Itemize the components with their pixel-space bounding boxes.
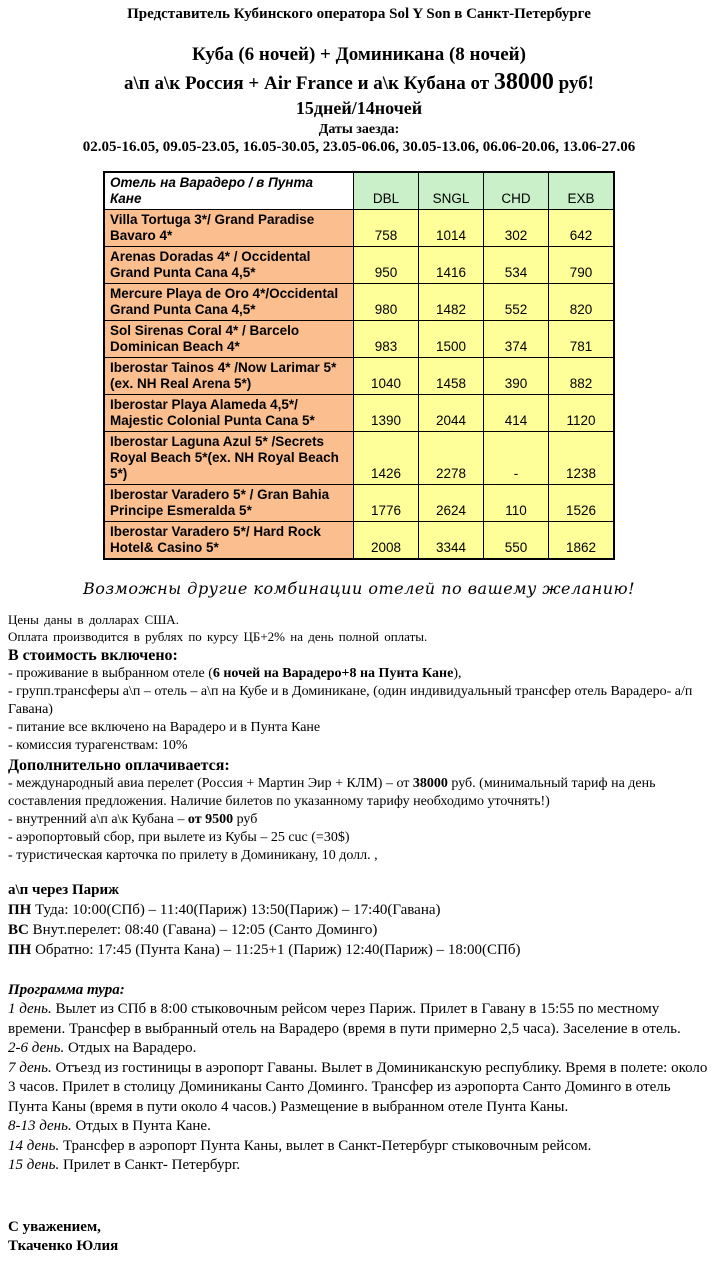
table-row xyxy=(104,432,614,485)
flight-day-label: ПН xyxy=(8,942,32,958)
program-item-text: Отдых на Варадеро. xyxy=(64,1040,197,1056)
extra-payment-section xyxy=(8,756,710,865)
table-row xyxy=(104,210,614,247)
price-cell-exb: 642 xyxy=(549,210,615,247)
representative-line: Представитель Кубинского оператора Sol Y Son в Санкт-Петербурге xyxy=(127,6,591,22)
table-row xyxy=(104,284,614,321)
price-cell-sngl: 1458 xyxy=(419,358,484,395)
day-label: 1 день. xyxy=(8,1001,52,1017)
day-label: 7 день. xyxy=(8,1059,52,1076)
extra-item2-bold: от 9500 xyxy=(187,812,234,827)
program-item xyxy=(8,1039,710,1059)
column-header-exb: EXB xyxy=(549,172,615,210)
program-item-text: Прилет в Санкт- Петербург. xyxy=(59,1157,241,1173)
price-cell-chd: 550 xyxy=(484,522,549,560)
price-cell-dbl: 980 xyxy=(354,284,419,321)
price-cell-dbl: 1390 xyxy=(354,395,419,432)
hotels-price-table xyxy=(103,171,615,560)
table-row xyxy=(104,522,614,560)
table-header-row xyxy=(104,172,614,210)
price-cell-sngl: 1500 xyxy=(419,321,484,358)
price-cell-sngl: 3344 xyxy=(419,522,484,560)
extra-item1-bold: 38000 xyxy=(412,776,448,791)
program-item-text: Отдых в Пунта Кане. xyxy=(71,1118,211,1134)
price-cell-dbl: 1040 xyxy=(354,358,419,395)
table-row xyxy=(104,247,614,284)
extra-item-airport-fee: - аэропортовый сбор, при вылете из Кубы – 25 cuc (=30$) xyxy=(8,830,350,845)
included-item-transfers: - групп.трансферы а\п – отель – а\п на Кубе и в Доминикане, (один индивидуальный трансфер отель Варадеро- а/п Гавана) xyxy=(8,684,693,717)
extra-item2-pre: - внутренний а\п а\к Кубана – xyxy=(8,812,188,827)
price-cell-exb: 790 xyxy=(549,247,615,284)
price-cell-sngl: 2278 xyxy=(419,432,484,485)
pricing-line-currency: Цены даны в долларах США. xyxy=(8,612,179,627)
price-cell-exb: 1526 xyxy=(549,485,615,522)
price-cell-exb: 1120 xyxy=(549,395,615,432)
signature-block xyxy=(8,1218,710,1256)
extra-item1-pre: - международный авиа перелет (Россия + Мартин Эир + КЛМ) – от xyxy=(8,776,413,791)
pricing-info xyxy=(8,611,710,645)
price-cell-chd: 552 xyxy=(484,284,549,321)
flight-day-label: ПН xyxy=(8,902,32,918)
program-title: Программа тура: xyxy=(8,982,125,998)
price-cell-chd: 390 xyxy=(484,358,549,395)
tour-subtitle xyxy=(8,69,710,97)
extra-item1-post: руб. (минимальный тариф на день составления предложения. Наличие билетов по указанному тарифу необходимо уточнять!) xyxy=(8,776,656,809)
price-cell-chd: 414 xyxy=(484,395,549,432)
price-cell-dbl: 1426 xyxy=(354,432,419,485)
price-cell-exb: 781 xyxy=(549,321,615,358)
column-header-dbl: DBL xyxy=(354,172,419,210)
program-item xyxy=(8,1156,710,1176)
included-item-accommodation xyxy=(8,665,710,683)
table-row xyxy=(104,485,614,522)
day-label: 2-6 день. xyxy=(8,1040,65,1056)
flights-section xyxy=(8,880,710,960)
hotel-name-cell: Iberostar Tainos 4* /Now Larimar 5*(ex. NH Real Arena 5*) xyxy=(104,358,354,395)
included-section xyxy=(8,646,710,755)
table-row xyxy=(104,358,614,395)
price-cell-exb: 882 xyxy=(549,358,615,395)
price-cell-exb: 1862 xyxy=(549,522,615,560)
price-cell-chd: 534 xyxy=(484,247,549,284)
tour-title: Куба (6 ночей) + Доминикана (8 ночей) xyxy=(192,44,526,65)
program-item xyxy=(8,1117,710,1137)
price-cell-dbl: 950 xyxy=(354,247,419,284)
combinations-note: Возможны другие комбинации отелей по вашему желанию! xyxy=(82,579,636,598)
day-label: 8-13 день. xyxy=(8,1118,72,1134)
price-cell-chd: 374 xyxy=(484,321,549,358)
extra-item2-post: руб xyxy=(233,812,258,827)
duration: 15дней/14ночей xyxy=(295,98,423,118)
price-cell-exb: 820 xyxy=(549,284,615,321)
table-row xyxy=(104,395,614,432)
included-item-meals: - питание все включено на Варадеро и в Пунта Кане xyxy=(8,720,321,735)
flight-line-internal xyxy=(8,920,710,940)
flight-day-label: ВС xyxy=(8,922,29,938)
subtitle-post: руб! xyxy=(553,73,594,94)
program-item xyxy=(8,1000,710,1039)
price-cell-dbl: 758 xyxy=(354,210,419,247)
price-cell-sngl: 1416 xyxy=(419,247,484,284)
extra-item-internal-flight xyxy=(8,811,710,829)
price-cell-chd: 110 xyxy=(484,485,549,522)
pricing-line-payment: Оплата производится в рублях по курсу ЦБ+2% на день полной оплаты. xyxy=(8,629,428,644)
program-item-text: Отъезд из гостиницы в аэропорт Гаваны. Вылет в Доминиканскую республику. Время в полете: около 3 часов. Прилет в столицу Доминиканы Санто Доминго. Трансфер из аэропорта Санто Доминго в отель Пунта Каны (время в пути около 4 часов.) Размещение в выбранном отеле Пунта Каны. xyxy=(8,1059,708,1115)
dates-label: Даты заезда: xyxy=(318,122,400,137)
signature-name: Ткаченко Юлия xyxy=(8,1237,119,1254)
program-item-text: Трансфер в аэропорт Пунта Каны, вылет в Санкт-Петербург стыковочным рейсом. xyxy=(59,1137,592,1154)
included-item-commission: - комиссия турагенствам: 10% xyxy=(8,738,188,753)
dates-list: 02.05-16.05, 09.05-23.05, 16.05-30.05, 23.05-06.06, 30.05-13.06, 06.06-20.06, 13.06-27.06 xyxy=(82,139,636,155)
price-cell-dbl: 2008 xyxy=(354,522,419,560)
price-highlight: 38000 xyxy=(493,69,554,95)
program-item xyxy=(8,1059,710,1118)
program-section xyxy=(8,981,710,1176)
included-item1-pre: - проживание в выбранном отеле ( xyxy=(8,666,213,681)
hotel-name-cell: Sol Sirenas Coral 4* / Barcelo Dominican Beach 4* xyxy=(104,321,354,358)
program-item xyxy=(8,1137,710,1157)
extra-item-international-flight xyxy=(8,775,710,811)
flight-line-return xyxy=(8,940,710,960)
day-label: 14 день. xyxy=(8,1137,60,1154)
price-cell-dbl: 1776 xyxy=(354,485,419,522)
hotel-name-cell: Arenas Doradas 4* / Occidental Grand Punta Cana 4,5* xyxy=(104,247,354,284)
hotel-column-header: Отель на Варадеро / в Пунта Кане xyxy=(104,172,354,210)
included-item1-bold: 6 ночей на Варадеро+8 на Пунта Кане xyxy=(212,666,454,681)
price-cell-sngl: 1014 xyxy=(419,210,484,247)
price-cell-exb: 1238 xyxy=(549,432,615,485)
extra-item-tourist-card: - туристическая карточка по прилету в Доминикану, 10 долл. , xyxy=(8,848,378,863)
included-item1-post: ), xyxy=(453,666,462,681)
included-title: В стоимость включено: xyxy=(8,647,178,664)
price-cell-chd: 302 xyxy=(484,210,549,247)
extra-title: Дополнительно оплачивается: xyxy=(8,757,230,774)
column-header-chd: CHD xyxy=(484,172,549,210)
flight-line-text: Туда: 10:00(СПб) – 11:40(Париж) 13:50(Париж) – 17:40(Гавана) xyxy=(31,902,441,918)
hotel-name-cell: Iberostar Laguna Azul 5* /Secrets Royal Beach 5*(ex. NH Royal Beach 5*) xyxy=(104,432,354,485)
day-label: 15 день. xyxy=(8,1157,60,1173)
table-row xyxy=(104,321,614,358)
flight-line-text: Обратно: 17:45 (Пунта Кана) – 11:25+1 (Париж) 12:40(Париж) – 18:00(СПб) xyxy=(31,942,521,958)
flights-title: а\п через Париж xyxy=(8,882,119,898)
signature-regards: С уважением, xyxy=(8,1218,101,1235)
hotel-name-cell: Iberostar Varadero 5*/ Hard Rock Hotel& Casino 5* xyxy=(104,522,354,560)
flight-line-outbound xyxy=(8,900,710,920)
flight-line-text: Внут.перелет: 08:40 (Гавана) – 12:05 (Санто Доминго) xyxy=(28,922,378,938)
price-cell-sngl: 2624 xyxy=(419,485,484,522)
price-cell-chd: - xyxy=(484,432,549,485)
hotel-name-cell: Mercure Playa de Oro 4*/Occidental Grand Punta Cana 4,5* xyxy=(104,284,354,321)
hotel-name-cell: Iberostar Playa Alameda 4,5*/ Majestic Colonial Punta Cana 5* xyxy=(104,395,354,432)
program-item-text: Вылет из СПб в 8:00 стыковочным рейсом через Париж. Прилет в Гавану в 15:55 по местному времени. Трансфер в выбранный отель на Варадеро (время в пути примерно 2,5 часа). Заселение в отель. xyxy=(8,1001,681,1037)
price-cell-dbl: 983 xyxy=(354,321,419,358)
price-cell-sngl: 2044 xyxy=(419,395,484,432)
price-cell-sngl: 1482 xyxy=(419,284,484,321)
subtitle-pre: а\п а\к Россия + Air France и а\к Кубана от xyxy=(124,73,494,94)
hotel-name-cell: Iberostar Varadero 5* / Gran Bahia Principe Esmeralda 5* xyxy=(104,485,354,522)
hotel-name-cell: Villa Tortuga 3*/ Grand Paradise Bavaro 4* xyxy=(104,210,354,247)
column-header-sngl: SNGL xyxy=(419,172,484,210)
